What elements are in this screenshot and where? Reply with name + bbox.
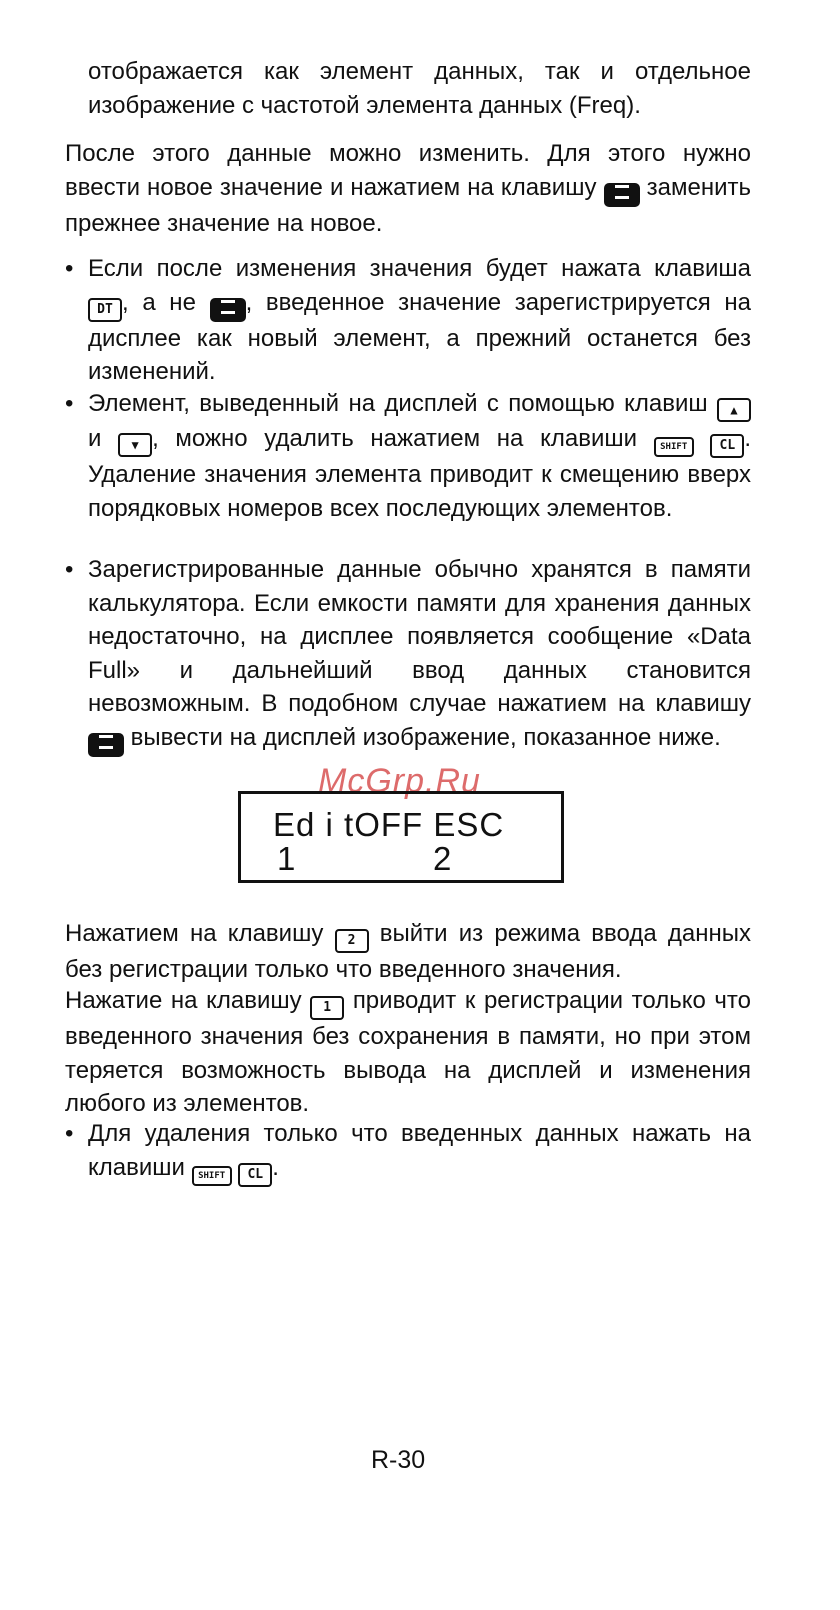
lcd-display	[238, 791, 564, 883]
text: и	[88, 425, 102, 452]
bullet-dt	[65, 252, 751, 389]
text: .	[272, 1153, 279, 1181]
text: , можно удалить нажатием на клавиши	[152, 425, 638, 452]
paragraph-key-2	[65, 917, 751, 987]
bullet-icon: •	[65, 1120, 74, 1147]
page-number: R-30	[371, 1446, 426, 1474]
text: Элемент, выведенный на дисплей с помощью клавиш	[88, 390, 708, 417]
text: вывести на дисплей изображение, показанное ниже.	[130, 723, 721, 751]
text: Для удаления только что введенных данных нажать на клавиши	[88, 1120, 751, 1181]
cl-key-icon: CL	[710, 434, 744, 458]
text: выйти из режима ввода данных без регистрации только что введенного значения.	[65, 920, 751, 983]
cl-key-icon: CL	[238, 1163, 272, 1187]
text: отображается как элемент данных, так и отдельное изображение с частотой элемента данных (Freq).	[88, 58, 751, 119]
text: После этого данные можно изменить. Для этого нужно ввести новое значение и нажатием на клавишу	[65, 140, 751, 201]
down-arrow-key-icon: ▼	[118, 433, 152, 457]
bullet-icon: •	[65, 556, 74, 583]
equals-key-icon	[88, 733, 124, 757]
dt-key-icon: DT	[88, 298, 122, 322]
text: Нажатие на клавишу	[65, 987, 302, 1014]
text: заменить прежнее значение на новое.	[65, 173, 752, 237]
digit-1-key-icon: 1	[310, 996, 344, 1020]
text: приводит к регистрации только что введенного значения без сохранения в памяти, но при этом теряется возможность вывода на дисплей и изменения любого из элементов.	[65, 987, 751, 1117]
text: , введенное значение зарегистрируется на дисплее как новый элемент, а прежний останется без изменений.	[88, 288, 752, 385]
bullet-icon: •	[65, 255, 74, 282]
text: Если после изменения значения будет нажата клавиша	[88, 255, 751, 282]
lcd-line-1: Ed i tOFF ESC	[273, 806, 505, 843]
equals-key-icon	[210, 298, 246, 322]
up-arrow-key-icon: ▲	[717, 398, 751, 422]
bullet-delete-new	[65, 1117, 751, 1187]
text: . Удаление значения элемента приводит к смещению вверх порядковых номеров всех последующих элементов.	[88, 425, 752, 522]
bullet-icon: •	[65, 390, 74, 417]
bullet-data-full	[65, 553, 751, 757]
equals-key-icon	[604, 183, 640, 207]
lcd-option-1: 1	[277, 840, 296, 877]
digit-2-key-icon: 2	[335, 929, 369, 953]
paragraph-intro	[88, 55, 751, 122]
lcd-option-2: 2	[433, 840, 452, 877]
paragraph-key-1	[65, 984, 751, 1121]
watermark: McGrp.Ru	[318, 762, 481, 800]
shift-key-icon: SHIFT	[654, 437, 694, 457]
paragraph-edit	[65, 137, 751, 240]
text: , а не	[122, 288, 196, 316]
text: Нажатием на клавишу	[65, 920, 324, 947]
shift-key-icon: SHIFT	[192, 1166, 232, 1186]
bullet-delete	[65, 387, 751, 525]
text: Зарегистрированные данные обычно хранятся в памяти калькулятора. Если емкости памяти для хранения данных недостаточно, на дисплее появляется сообщение «Data Full» и дальнейший ввод данных становится невозможным. В подобном случае нажатием на клавишу	[88, 556, 751, 717]
